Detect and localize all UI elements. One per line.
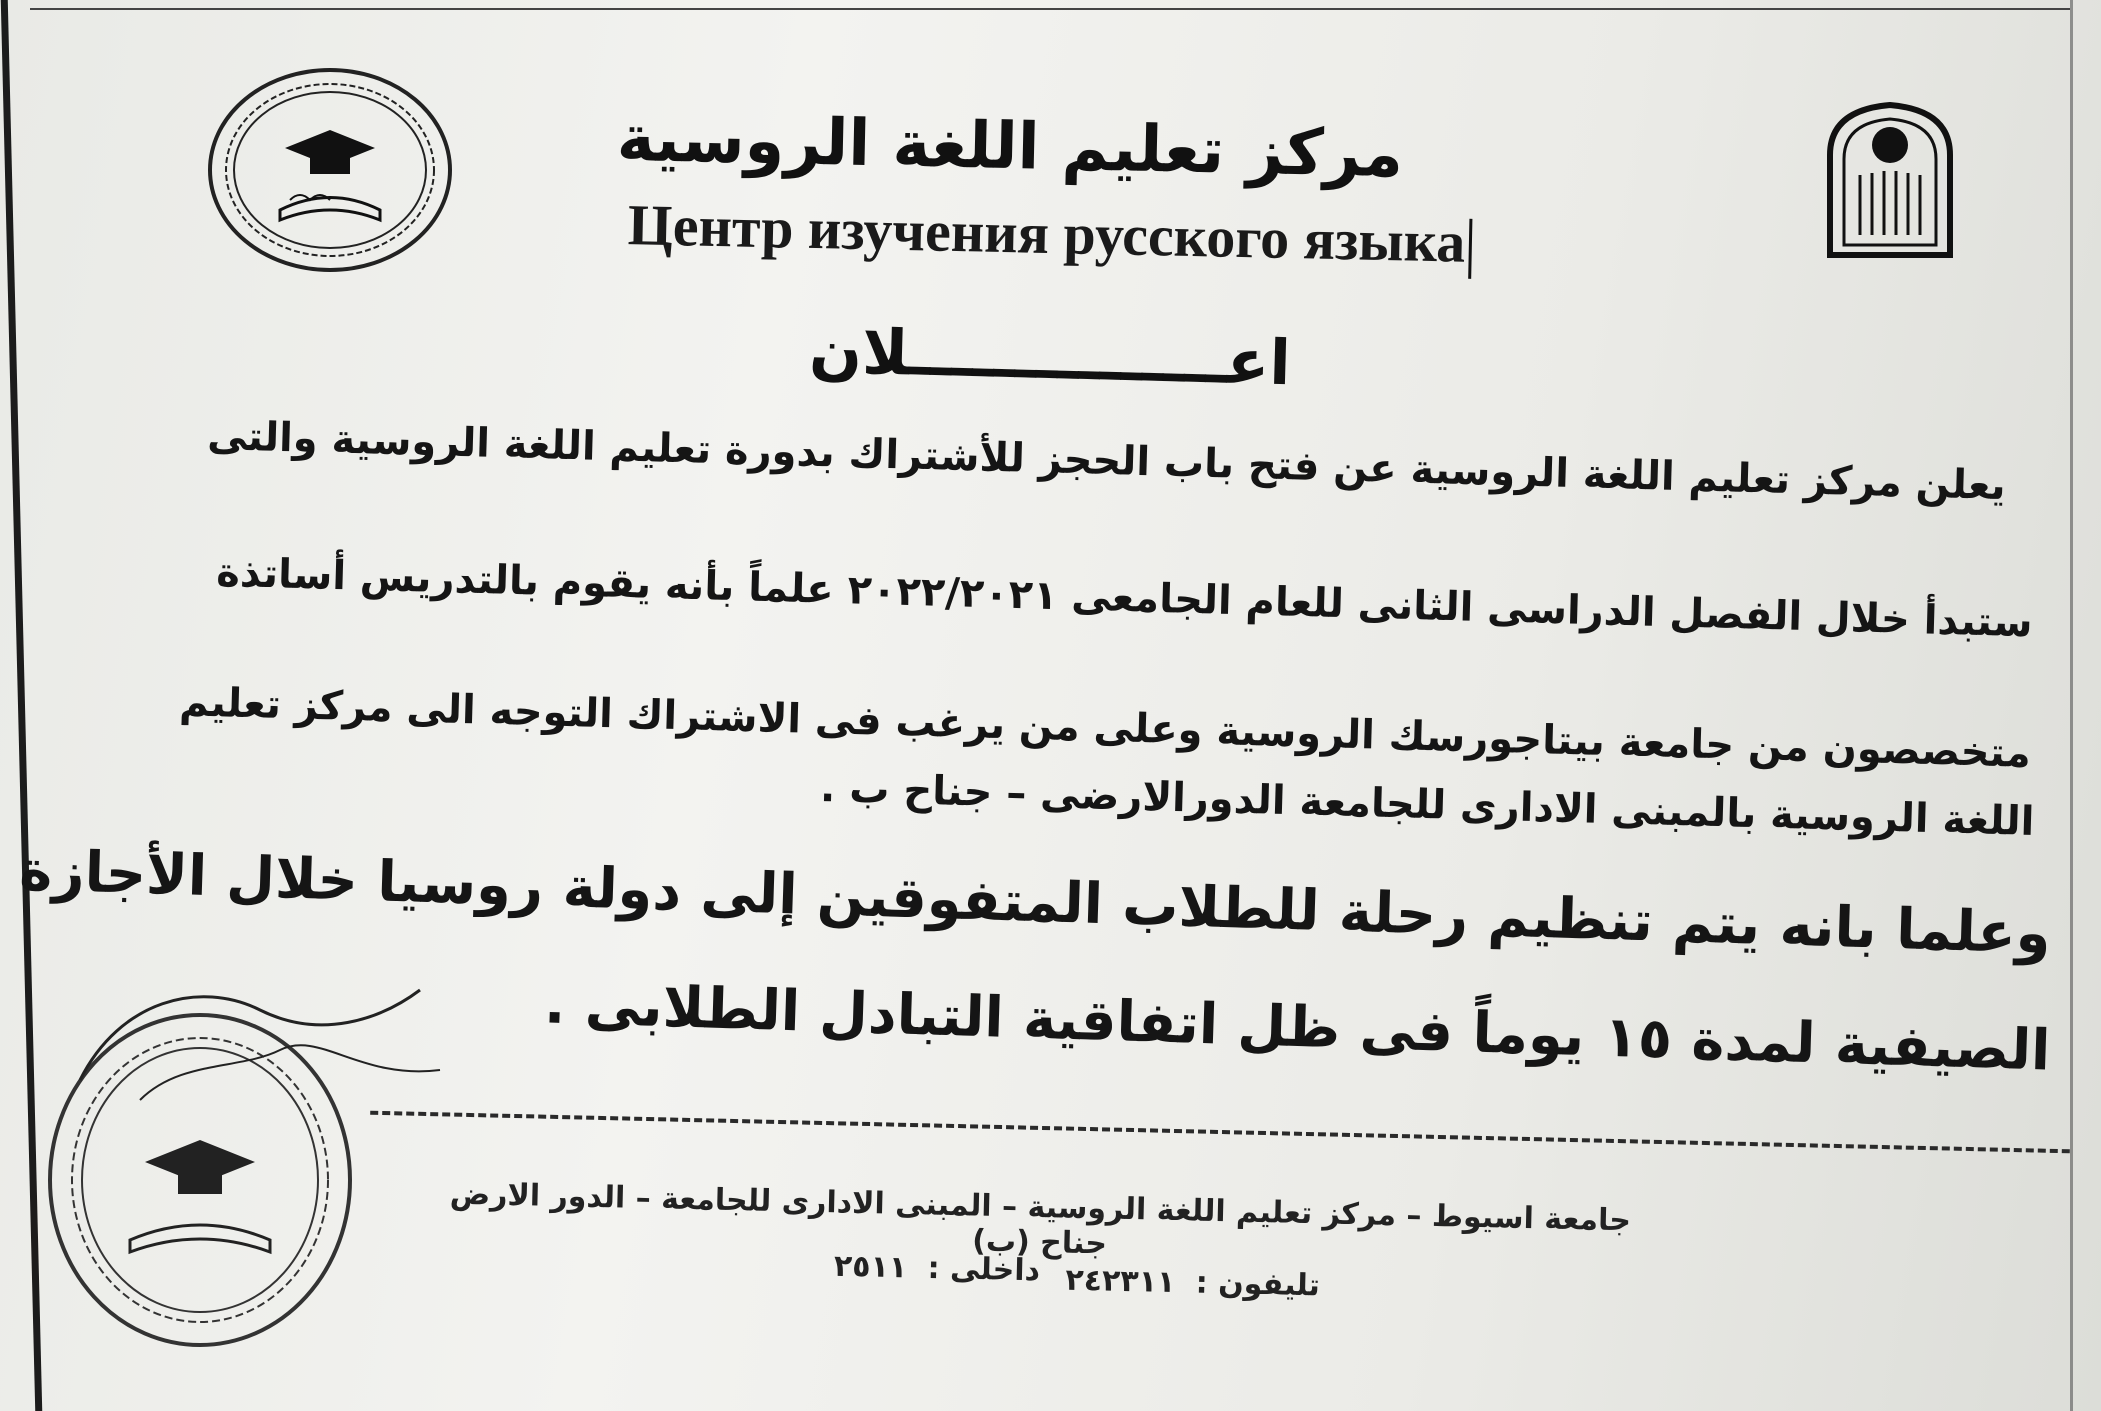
body-line-2: ستبدأ خلال الفصل الدراسى الثانى للعام الجامعى ٢٠٢٢/٢٠٢١ علماً بأنه يقوم بالتدريس أساتذة bbox=[215, 549, 2034, 647]
university-logo-icon bbox=[1810, 95, 1970, 265]
center-title-russian bbox=[559, 190, 1540, 280]
body-line-3: متخصصون من جامعة بيتاجورسك الروسية وعلى من يرغب فى الاشتراك التوجه الى مركز تعليم bbox=[178, 679, 2032, 777]
announcement-heading: اعـــــــــــــــلان bbox=[808, 313, 1292, 400]
center-title-russian-text: Центр изучения русского языка bbox=[627, 192, 1466, 275]
footer-extension bbox=[740, 1247, 1041, 1289]
top-edge-line bbox=[30, 8, 2070, 10]
body-line-4: اللغة الروسية بالمبنى الادارى للجامعة الدورالارضى – جناح ب . bbox=[819, 765, 2036, 845]
trip-line-1: وعلما بانه يتم تنظيم رحلة للطلاب المتفوقين إلى دولة روسيا خلال الأجازة bbox=[18, 838, 2052, 967]
center-seal-icon bbox=[200, 60, 460, 280]
trip-line-2: الصيفية لمدة ١٥ يوماً فى ظل اتفاقية التبادل الطلابى . bbox=[543, 971, 2052, 1084]
footer-address: جامعة اسيوط – مركز تعليم اللغة الروسية – المبنى الادارى للجامعة – الدور الارض جناح (ب) bbox=[449, 1176, 1632, 1262]
extension-number: ٢٥١١ bbox=[833, 1248, 908, 1286]
signature-icon bbox=[60, 960, 460, 1160]
right-edge-line bbox=[2070, 0, 2073, 1411]
text-cursor bbox=[1469, 218, 1473, 278]
body-line-1: يعلن مركز تعليم اللغة الروسية عن فتح باب الحجز للأشتراك بدورة تعليم اللغة الروسية والتى bbox=[206, 412, 2007, 510]
center-title-arabic: مركز تعليم اللغة الروسية bbox=[616, 101, 1404, 193]
footer-separator bbox=[370, 1111, 2070, 1154]
phone-number: ٢٤٢٣١١ bbox=[1065, 1262, 1176, 1301]
extension-label: داخلى : bbox=[927, 1250, 1041, 1289]
phone-label: تليفون : bbox=[1195, 1265, 1321, 1304]
